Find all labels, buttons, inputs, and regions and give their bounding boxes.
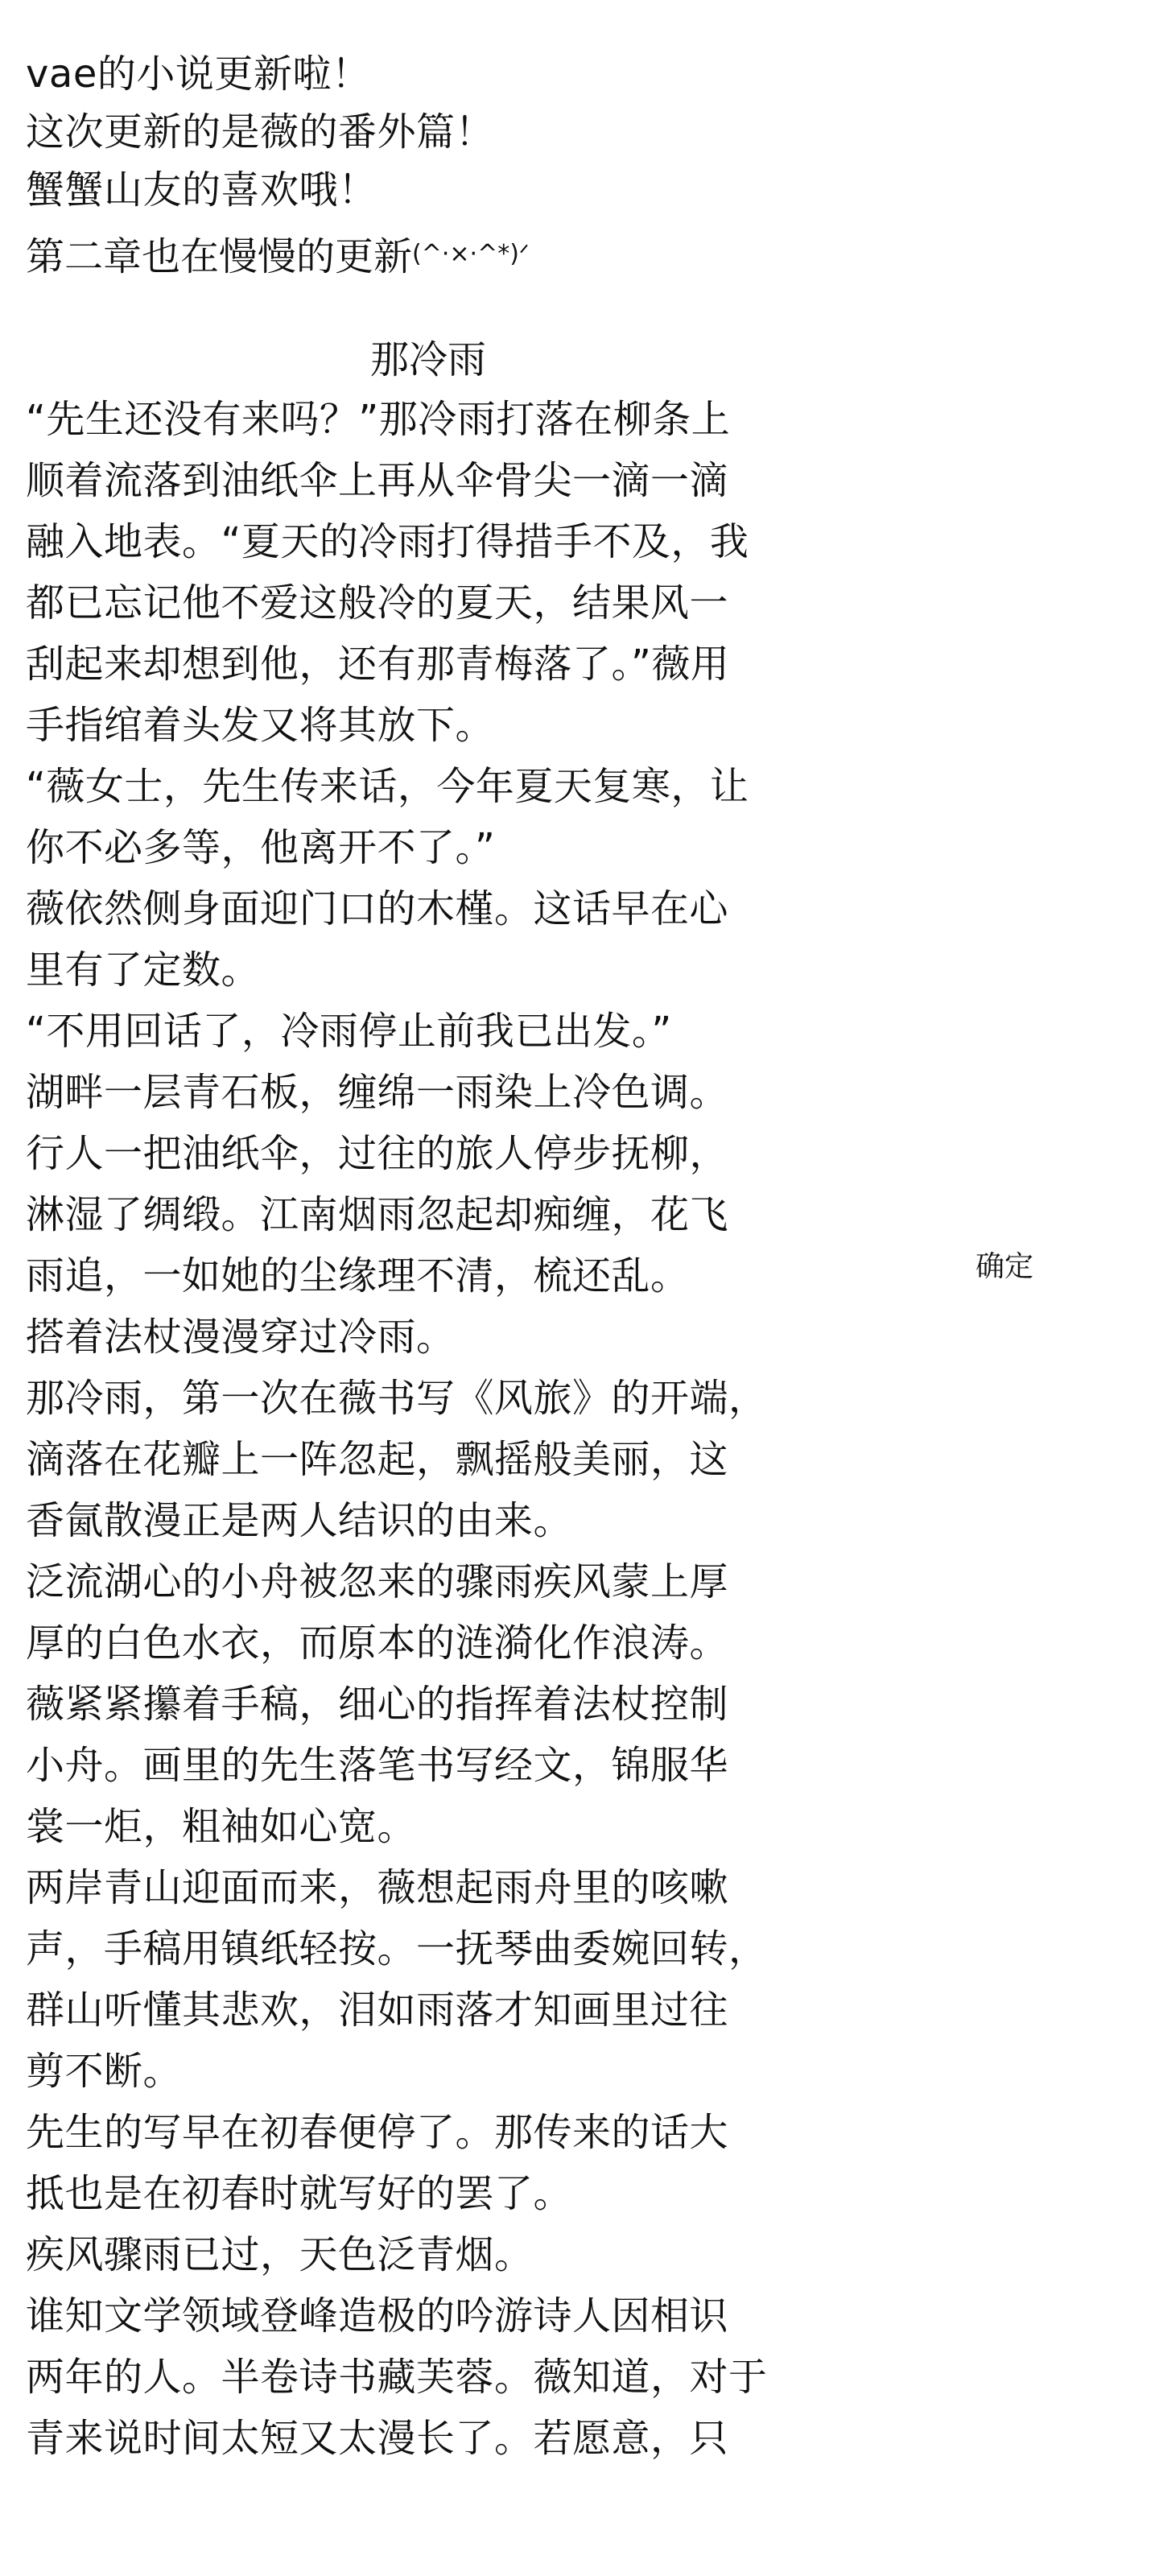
- story-line: 顺着流落到油纸伞上再从伞骨尖一滴一滴: [26, 458, 729, 503]
- chapter-note-text: 第二章也在慢慢的更新: [26, 234, 413, 279]
- story-line: 薇紧紧攥着手稿，细心的指挥着法杖控制: [26, 1682, 729, 1727]
- story-line: 谁知文学领域登峰造极的吟游诗人因相识: [26, 2293, 729, 2339]
- story-line: 雨追，一如她的尘缘理不清，梳还乱。: [26, 1253, 690, 1298]
- intro-line: 蟹蟹山友的喜欢哦！: [26, 167, 377, 213]
- intro-line: 这次更新的是薇的番外篇！: [26, 109, 495, 155]
- story-line: “不用回话了，冷雨停止前我已出发。”: [26, 1009, 672, 1054]
- story-line: 先生的写早在初春便停了。那传来的话大: [26, 2110, 729, 2155]
- story-line: 搭着法杖漫漫穿过冷雨。: [26, 1315, 456, 1360]
- story-line: 融入地表。“夏天的冷雨打得措手不及，我: [26, 519, 749, 564]
- story-line: 小舟。画里的先生落笔书写经文，锦服华: [26, 1743, 729, 1788]
- intro-line: vae的小说更新啦！: [26, 52, 371, 97]
- story-line: 剪不断。: [26, 2049, 183, 2094]
- story-line: 薇依然侧身面迎门口的木槿。这话早在心: [26, 886, 729, 931]
- story-line: 湖畔一层青石板，缠绵一雨染上冷色调。: [26, 1070, 729, 1115]
- story-body: [26, 389, 855, 2469]
- story-line: “先生还没有来吗？”那冷雨打落在柳条上: [26, 397, 731, 442]
- story-line: 滴落在花瓣上一阵忽起，飘摇般美丽，这: [26, 1437, 729, 1482]
- story-line: 里有了定数。: [26, 947, 261, 993]
- story-line: 淋湿了绸缎。江南烟雨忽起却痴缠，花飞: [26, 1192, 729, 1237]
- story-line: 群山听懂其悲欢，泪如雨落才知画里过往: [26, 1988, 729, 2033]
- chapter-note: [26, 225, 855, 286]
- story-line: 手指绾着头发又将其放下。: [26, 703, 495, 748]
- story-line: 厚的白色水衣，而原本的涟漪化作浪涛。: [26, 1620, 729, 1666]
- story-line: 两岸青山迎面而来，薇想起雨舟里的咳嗽: [26, 1865, 729, 1910]
- story-line: 疾风骤雨已过，天色泛青烟。: [26, 2232, 534, 2277]
- story-line: 抵也是在初春时就写好的罢了。: [26, 2171, 573, 2216]
- story-line: 都已忘记他不爱这般冷的夏天，结果风一: [26, 580, 729, 625]
- story-line: 你不必多等，他离开不了。”: [26, 825, 496, 870]
- story-line: 裳一炬，粗袖如心宽。: [26, 1804, 417, 1849]
- story-line: 两年的人。半卷诗书藏芙蓉。薇知道，对于: [26, 2355, 768, 2400]
- story-line: 行人一把油纸伞，过往的旅人停步抚柳，: [26, 1131, 729, 1176]
- story-title: 那冷雨: [369, 337, 486, 382]
- story-line: 刮起来却想到他，还有那青梅落了。”薇用: [26, 642, 730, 687]
- story-line: “薇女士，先生传来话，今年夏天复寒，让: [26, 764, 749, 809]
- story-line: 声，手稿用镇纸轻按。一抚琴曲委婉回转，: [26, 1926, 768, 1971]
- confirm-button[interactable]: 确定: [975, 1250, 1034, 1283]
- emoticon: (^·×·^*)ᐟ: [412, 240, 530, 268]
- story-line: 香氤散漫正是两人结识的由来。: [26, 1498, 573, 1543]
- article-content: [26, 45, 855, 2469]
- story-line: 那冷雨，第一次在薇书写《风旅》的开端，: [26, 1376, 768, 1421]
- intro-block: [26, 45, 855, 219]
- story-line: 泛流湖心的小舟被忽来的骤雨疾风蒙上厚: [26, 1559, 729, 1604]
- story-line: 青来说时间太短又太漫长了。若愿意，只: [26, 2416, 729, 2461]
